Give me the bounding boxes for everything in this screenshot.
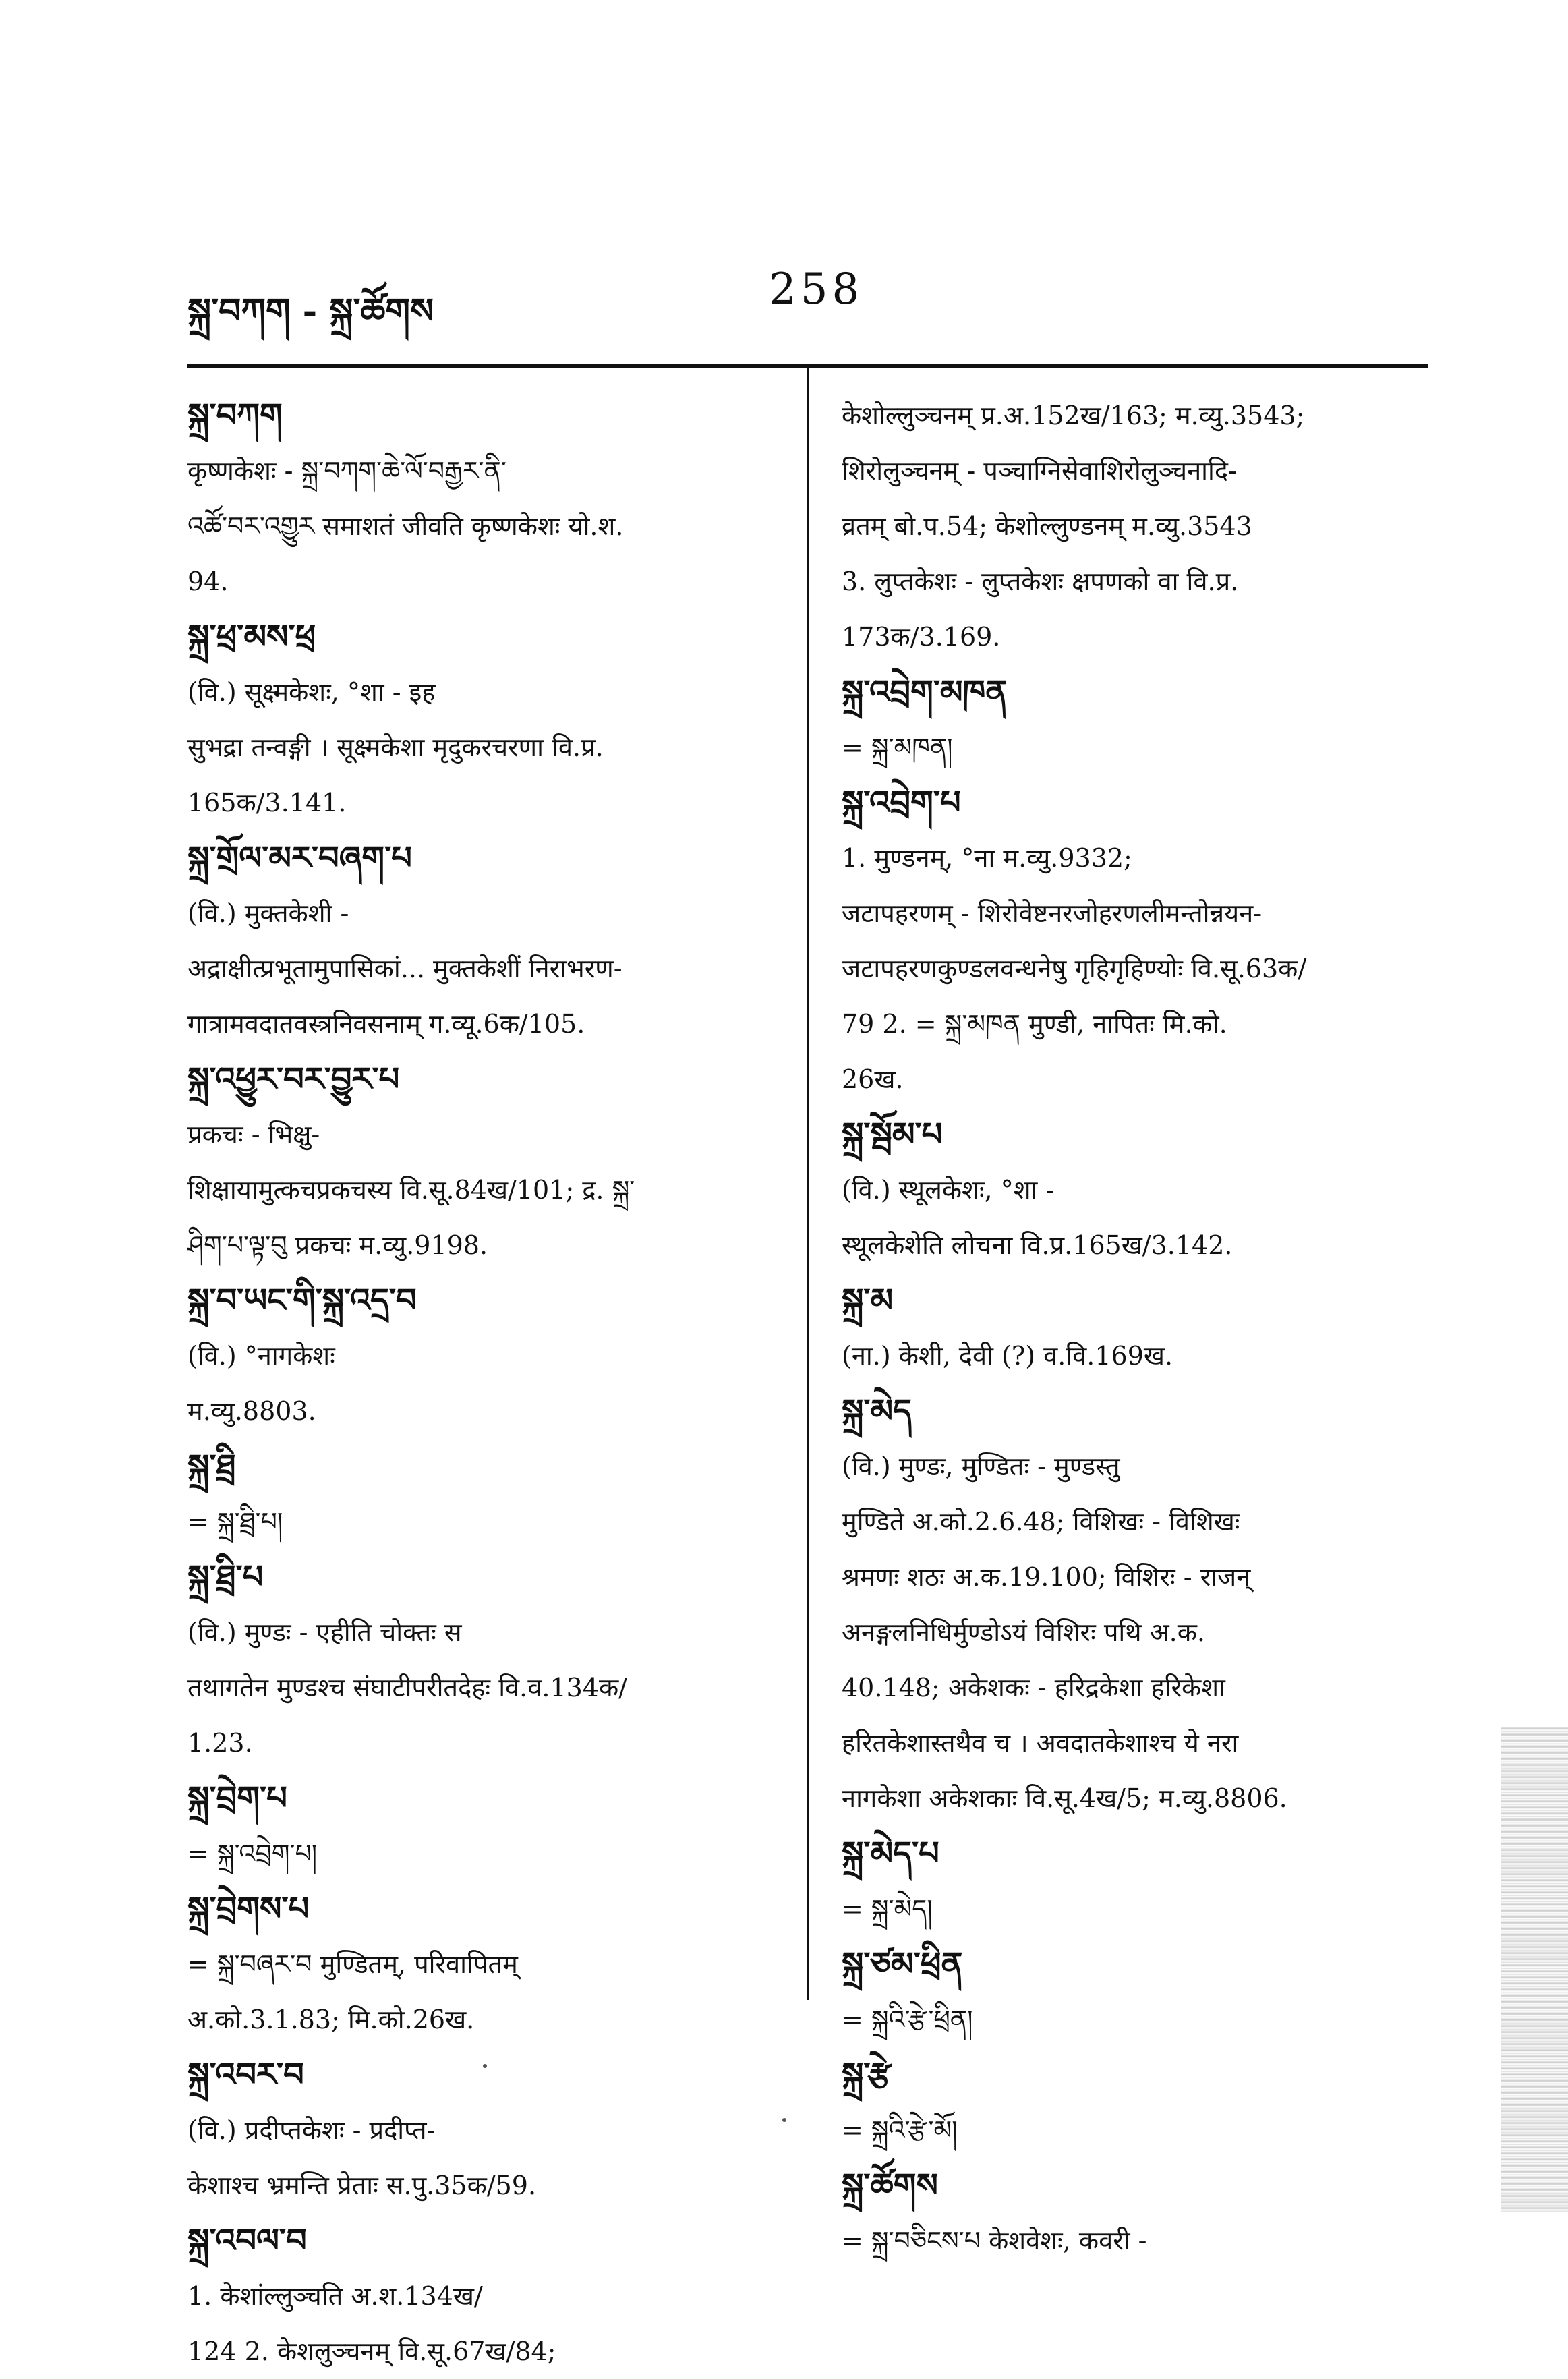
entry-headword: སྐྲ་མེད [842,1392,912,1430]
entry-line: = སྐྲ་མཁན། [842,733,953,762]
entry-line: (वि.) सूक्ष्मकेशः, °शा - इह [187,677,436,707]
entry-headword: སྐྲ་ཚོགས [842,2167,938,2204]
entry-line: = སྐྲ་བཅིངས་པ केशवेशः, कवरी - [842,2226,1147,2256]
entry-line: जटापहरणकुण्डलवन्धनेषु गृहिगृहिण्योः वि.सू.63क/ [842,954,1307,983]
entry-line: 79 2. = སྐྲ་མཁན मुण्डी, नापितः मि.को. [842,1009,1227,1039]
left-column [187,388,781,2379]
entry-line: འཚོ་བར་འགྱུར समाशतं जीवति कृष्णकेशः यो.श. [187,511,624,541]
entry-line: (ना.) केशी, देवी (?) व.वि.169ख. [842,1341,1173,1371]
dictionary-entry [842,1826,1435,1937]
entry-headword: སྐྲ་ཐྲི་པ [187,1558,264,1596]
entry-line: शिरोलुञ्चनम् - पञ्चाग्निसेवाशिरोलुञ्चनादि- [842,456,1237,486]
entry-line: 124 2. केशलुञ्चनम् वि.सू.67ख/84; [187,2337,556,2366]
entry-headword: སྐྲ་ཕྲ་མས་ཕྲ [187,618,316,656]
page-number: 258 [769,264,864,314]
dictionary-entry [842,1383,1435,1826]
dictionary-entry [842,1937,1435,2047]
scan-edge-noise [1501,1727,1568,2212]
entry-line: = སྐྲའི་རྩེ་མོ། [842,2115,958,2145]
dictionary-entry [187,1881,781,2047]
entry-headword: སྐྲ་འབལ་བ [187,2222,307,2260]
entry-line: कृष्णकेशः - སྐྲ་བཀག་ཆེ་ལོ་བརྒྱར་ནི་ [187,456,506,486]
scan-speck [782,2118,786,2122]
dictionary-entry [187,2047,781,2213]
entry-headword: སྐྲ་འབྲེག་པ [842,784,961,822]
entry-headword: སྐྲ་འཕྱུར་བར་བྱུར་པ [187,1060,400,1098]
entry-headword: སྐྲ་བྲེག་པ [187,1779,287,1817]
entry-line: नागकेशा अकेशकाः वि.सू.4ख/5; म.व्यु.8806. [842,1783,1287,1813]
entry-headword: སྐྲ་བྲེགས་པ [187,1890,310,1928]
dictionary-entry [842,775,1435,1107]
dictionary-entry [842,1273,1435,1383]
entry-line: केशोल्लुञ्चनम् प्र.अ.152ख/163; म.व्यु.3543; [842,401,1305,430]
entry-headword: སྐྲ་བཀག [187,397,283,434]
entry-line: हरितकेशास्तथैव च । अवदातकेशाश्च ये नरा [842,1728,1239,1758]
entry-line: (वि.) मुक्तकेशी - [187,898,349,928]
entry-line: मुण्डिते अ.को.2.6.48; विशिखः - विशिखः [842,1507,1240,1537]
entry-headword: སྐྲ་འབྲེག་མཁན [842,673,1008,711]
entry-line: = སྐྲ་ཐྲི་པ། [187,1507,283,1537]
entry-line: 3. लुप्तकेशः - लुप्तकेशः क्षपणको वा वि.प्र. [842,567,1239,596]
entry-line: अनङ्गलनिधिर्मुण्डोऽयं विशिरः पथि अ.क. [842,1617,1206,1647]
entry-line: स्थूलकेशेति लोचना वि.प्र.165ख/3.142. [842,1230,1233,1260]
entry-headword: སྐྲ་མ [842,1282,894,1319]
dictionary-entry [842,2158,1435,2268]
entry-line: (वि.) प्रदीप्तकेशः - प्रदीप्त- [187,2115,436,2145]
entry-line: = སྐྲ་མེད། [842,1894,933,1924]
entry-line: प्रकचः - भिक्षु- [187,1120,320,1149]
entry-headword: སྐྲ་གྲོལ་མར་བཞག་པ [187,839,412,877]
entry-line: व्रतम् बो.प.54; केशोल्लुण्डनम् म.व्यु.3543 [842,511,1252,541]
dictionary-entry [187,1439,781,1549]
dictionary-entry [842,2047,1435,2158]
entry-headword: སྐྲ་འབར་བ [187,2056,304,2094]
entry-line: श्रमणः शठः अ.क.19.100; विशिरः - राजन् [842,1562,1251,1592]
entry-line: (वि.) मुण्डः - एहीति चोक्तः स [187,1617,462,1647]
entry-line: 40.148; अकेशकः - हरिद्रकेशा हरिकेशा [842,1673,1225,1702]
dictionary-entry [187,2213,781,2379]
entry-headword: སྐྲ་རྩེ [842,2056,891,2094]
dictionary-entry [842,1107,1435,1273]
entry-line: 26ख. [842,1064,904,1094]
dictionary-entry [187,609,781,830]
entry-line: सुभद्रा तन्वङ्गी । सूक्ष्मकेशा मृदुकरचरणा वि.प्र. [187,733,604,762]
entry-line: तथागतेन मुण्डश्च संघाटीपरीतदेहः वि.व.134क/ [187,1673,627,1702]
entry-line: (वि.) °नागकेशः [187,1341,335,1371]
dictionary-entry [187,830,781,1052]
entry-line: 1.23. [187,1728,253,1758]
column-divider [807,368,809,2000]
entry-line: 94. [187,567,229,596]
entry-line: केशाश्च भ्रमन्ति प्रेताः स.पु.35क/59. [187,2171,537,2200]
entry-line: = སྐྲ་འབྲེག་པ། [187,1839,318,1868]
dictionary-entry [842,664,1435,775]
scan-speck [483,2064,487,2068]
entry-headword: སྐྲ་བ་ཡང་གི་སྐྲ་འདྲ་བ [187,1282,417,1319]
entry-line: = སྐྲ་བཞར་བ मुण्डितम्, परिवापितम् [187,1949,518,1979]
entry-line: अद्राक्षीत्प्रभूतामुपासिकां... मुक्तकेशीं निराभरण- [187,954,622,983]
entry-line: शिक्षायामुत्कचप्रकचस्य वि.सू.84ख/101; द्र. སྐྲ་ [187,1175,635,1205]
dictionary-entry [187,1549,781,1771]
entry-line: जटापहरणम् - शिरोवेष्टनरजोहरणलीमन्तोन्नयन- [842,898,1262,928]
entry-line: म.व्यु.8803. [187,1396,316,1426]
entry-headword: སྐྲ་ཙམ་ཕྲིན [842,1945,963,1983]
entry-line: ཤིག་པ་ལྟ་བུ प्रकचः म.व्यु.9198. [187,1230,488,1260]
dictionary-entry [842,388,1435,664]
entry-headword: སྐྲ་སྦོམ་པ [842,1116,943,1153]
entry-line: गात्रामवदातवस्त्रनिवसनाम् ग.व्यू.6क/105. [187,1009,585,1039]
entry-line: = སྐྲའི་རྩེ་ཕྲིན། [842,2005,973,2034]
dictionary-entry [187,1273,781,1439]
dictionary-entry [187,388,781,609]
entry-line: 173क/3.169. [842,622,1001,652]
entry-line: 1. केशांल्लुञ्चति अ.श.134ख/ [187,2281,483,2311]
entry-line: (वि.) मुण्डः, मुण्डितः - मुण्डस्तु [842,1452,1120,1481]
dictionary-entry [187,1052,781,1273]
entry-headword: སྐྲ་ཐྲི [187,1448,236,1485]
entry-line: अ.को.3.1.83; मि.को.26ख. [187,2005,475,2034]
entry-headword: སྐྲ་མེད་པ [842,1835,939,1872]
entry-line: 1. मुण्डनम्, °ना म.व्यु.9332; [842,843,1132,873]
right-column [842,388,1435,2268]
entry-line: (वि.) स्थूलकेशः, °शा - [842,1175,1055,1205]
page-header-left: སྐྲ་བཀག - སྐྲ་ཚོགས [187,291,434,332]
entry-line: 165क/3.141. [187,788,347,818]
dictionary-entry [187,1771,781,1881]
